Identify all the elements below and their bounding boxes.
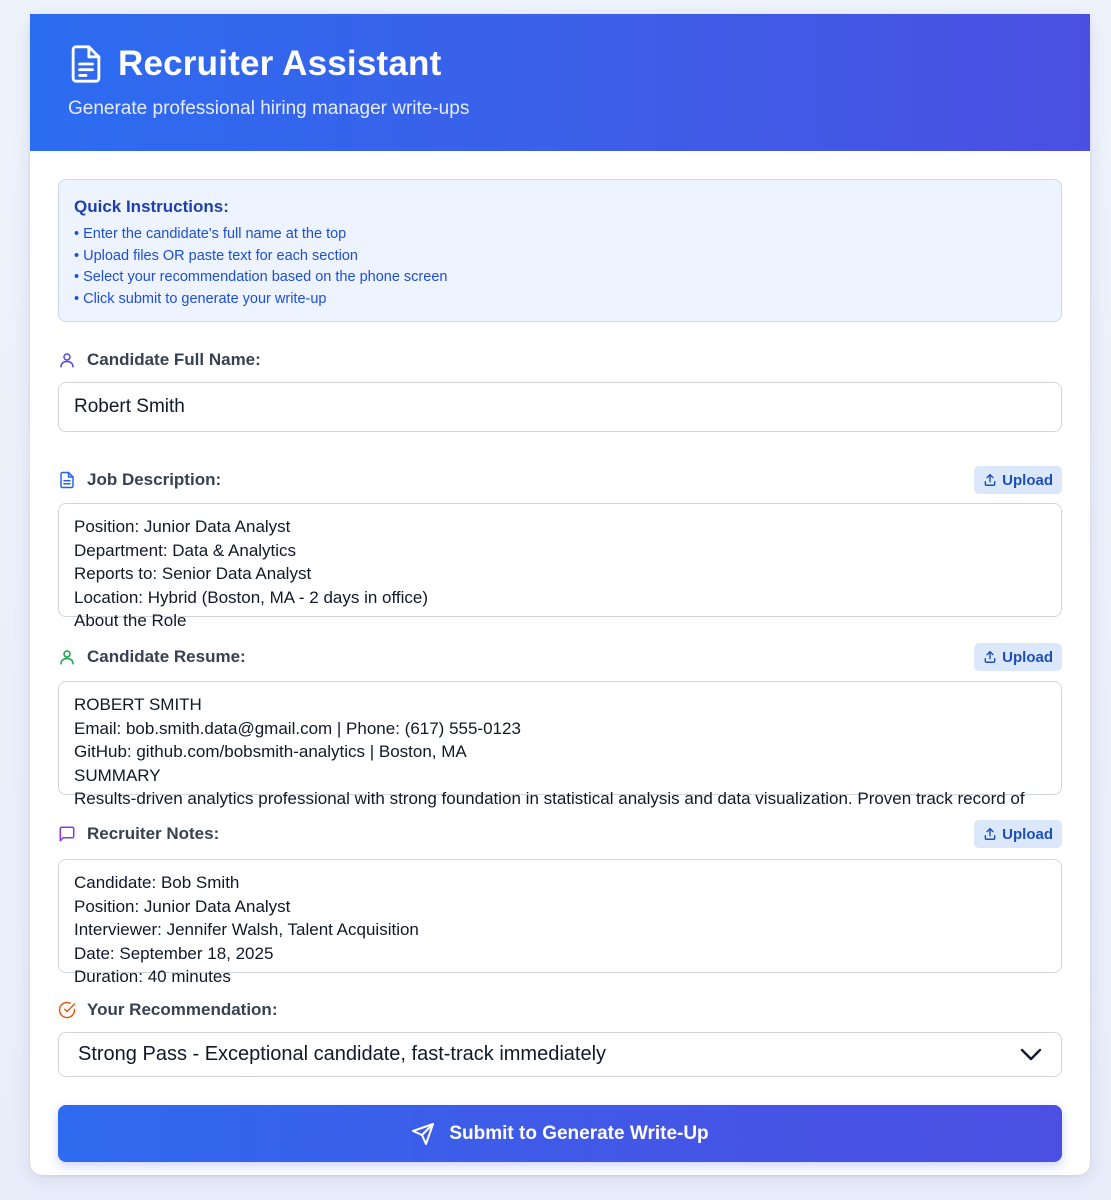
- upload-icon: [983, 650, 997, 664]
- header: [30, 14, 1090, 151]
- instruction-item: • Upload files OR paste text for each section: [74, 246, 1046, 268]
- resume-label-row: [58, 643, 1062, 671]
- message-icon: [58, 825, 76, 843]
- page-title: Recruiter Assistant: [118, 44, 442, 83]
- instructions-list: [74, 224, 1046, 310]
- job-description-textarea[interactable]: [58, 503, 1062, 631]
- page-subtitle: Generate professional hiring manager write-ups: [68, 98, 470, 119]
- instructions-title: Quick Instructions:: [74, 197, 229, 216]
- textarea-line: Email: bob.smith.data@gmail.com | Phone: (617) 555-0123: [74, 718, 521, 738]
- candidate-name-label-row: [58, 346, 1062, 374]
- textarea-line: GitHub: github.com/bobsmith-analytics | Boston, MA: [74, 742, 467, 762]
- recommendation-selected-value: Strong Pass - Exceptional candidate, fast-track immediately: [78, 1043, 607, 1065]
- document-icon: [58, 471, 76, 489]
- textarea-line: Date: September 18, 2025: [74, 943, 274, 963]
- document-icon: [68, 44, 104, 84]
- textarea-line: Candidate: Bob Smith: [74, 873, 240, 892]
- upload-label: Upload: [1002, 825, 1053, 843]
- recommendation-label-row: [58, 996, 1062, 1024]
- textarea-line: Department: Data & Analytics: [74, 540, 297, 560]
- textarea-line: Duration: 40 minutes: [74, 967, 231, 987]
- job-description-label-row: [58, 466, 1062, 494]
- recommendation-label: Your Recommendation:: [87, 1000, 278, 1019]
- resume-label: Candidate Resume:: [87, 647, 246, 666]
- check-circle-icon: [58, 1001, 76, 1019]
- upload-icon: [983, 827, 997, 841]
- textarea-line: Position: Junior Data Analyst: [74, 896, 291, 916]
- instruction-item: • Select your recommendation based on the phone screen: [74, 267, 1046, 289]
- textarea-line: Position: Junior Data Analyst: [74, 517, 291, 536]
- recommendation-select[interactable]: [58, 1032, 1062, 1077]
- textarea-line: Results-driven analytics professional with strong foundation in statistical analysis and data visualization. Proven track record of: [74, 789, 1025, 809]
- submit-button[interactable]: [58, 1105, 1062, 1162]
- job-description-upload-button[interactable]: [974, 466, 1062, 494]
- user-icon: [58, 648, 76, 666]
- main-card: [30, 14, 1090, 1175]
- send-icon: [411, 1122, 435, 1146]
- notes-label: Recruiter Notes:: [87, 824, 220, 843]
- notes-textarea[interactable]: [58, 859, 1062, 987]
- title-row: [68, 44, 441, 84]
- chevron-down-icon: [1020, 1048, 1042, 1062]
- notes-label-row: [58, 820, 1062, 848]
- textarea-line: Location: Hybrid (Boston, MA - 2 days in office): [74, 587, 429, 607]
- instructions-panel: [58, 179, 1062, 322]
- submit-label: Submit to Generate Write-Up: [449, 1122, 709, 1144]
- candidate-name-label: Candidate Full Name:: [87, 350, 261, 369]
- upload-icon: [983, 473, 997, 487]
- upload-label: Upload: [1002, 471, 1053, 489]
- instruction-item: • Enter the candidate's full name at the top: [74, 224, 1046, 246]
- textarea-line: ROBERT SMITH: [74, 695, 202, 714]
- upload-label: Upload: [1002, 648, 1053, 666]
- candidate-name-input[interactable]: [58, 382, 1062, 432]
- user-icon: [58, 351, 76, 369]
- textarea-line: About the Role: [74, 611, 187, 631]
- notes-upload-button[interactable]: [974, 820, 1062, 848]
- job-description-label: Job Description:: [87, 470, 222, 489]
- textarea-line: SUMMARY: [74, 765, 161, 785]
- textarea-line: Interviewer: Jennifer Walsh, Talent Acquisition: [74, 920, 419, 940]
- resume-textarea[interactable]: [58, 681, 1062, 809]
- resume-upload-button[interactable]: [974, 643, 1062, 671]
- instruction-item: • Click submit to generate your write-up: [74, 289, 1046, 311]
- textarea-line: Reports to: Senior Data Analyst: [74, 564, 312, 584]
